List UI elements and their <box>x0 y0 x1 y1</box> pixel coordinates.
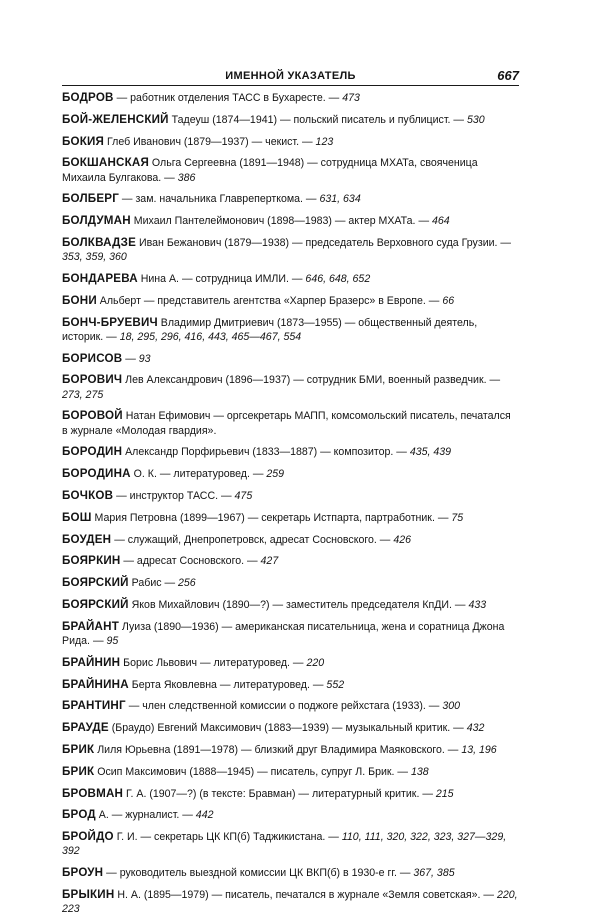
entry-description: — руководитель выездной комиссии ЦК ВКП(б) в 1930-е гг. — <box>103 867 414 880</box>
entry-surname: БОЛКВАДЗЕ <box>62 235 137 249</box>
entry-pages: 646, 648, 652 <box>305 272 371 285</box>
index-entry <box>62 511 519 525</box>
entry-description: Натан Ефимович — оргсекретарь МАПП, комсомольский писатель, печатался в журнале «Молодая гвардия». <box>62 410 511 437</box>
entry-surname: БОУДЕН <box>62 532 112 546</box>
entry-pages: 464 <box>431 215 450 228</box>
entry-description: Ольга Сергеевна (1891—1948) — сотрудница МХАТа, свояченица Михаила Булгакова. — <box>62 157 478 184</box>
entry-surname: БРАЙНИНА <box>62 677 129 691</box>
entry-surname: БРОД <box>62 808 96 822</box>
index-page <box>62 66 519 924</box>
entry-pages: 300 <box>442 700 461 713</box>
entry-description: — инструктор ТАСС. — <box>113 489 235 502</box>
entry-description: Александр Порфирьевич (1833—1887) — композитор. — <box>122 446 410 459</box>
entry-pages: 473 <box>342 92 360 104</box>
entry-description: (Браудо) Евгений Максимович (1883—1939) — музыкальный критик. — <box>108 722 467 735</box>
entry-surname: БРОУН <box>62 866 104 880</box>
entry-pages: 433 <box>468 598 487 611</box>
entry-surname: БОЛБЕРГ <box>62 192 119 206</box>
entry-description: А. — журналист. — <box>95 809 196 822</box>
index-entry <box>62 236 519 264</box>
index-entry <box>62 214 519 228</box>
entry-description: Альберт — представитель агентства «Харпер Бразерс» в Европе. — <box>96 294 443 307</box>
entry-surname: БОРИСОВ <box>62 351 123 365</box>
entry-surname: БРОЙДО <box>62 830 114 844</box>
entry-surname: БРАУДЕ <box>62 721 109 735</box>
index-entry <box>62 91 519 105</box>
entry-description: Тадеуш (1874—1941) — польский писатель и публицист. — <box>168 113 467 126</box>
entry-description: Яков Михайлович (1890—?) — заместитель председателя КпДИ. — <box>128 598 469 611</box>
index-entry <box>62 656 519 670</box>
index-entry <box>62 576 519 590</box>
index-entry <box>62 533 519 547</box>
entry-description: Глеб Иванович (1879—1937) — чекист. — <box>104 135 316 148</box>
entry-description: О. К. — литературовед. — <box>130 468 267 481</box>
index-entry <box>62 294 519 308</box>
entry-surname: БОРОДИН <box>62 445 123 459</box>
index-entry <box>62 373 519 401</box>
entry-surname: БОЯРСКИЙ <box>62 576 129 590</box>
entry-pages: 259 <box>266 468 285 481</box>
entry-description: — адресат Сосновского. — <box>120 555 261 568</box>
entry-surname: БОЛДУМАН <box>62 214 131 228</box>
page-header <box>62 66 519 88</box>
entry-description: Н. А. (1895—1979) — писатель, печатался в журнале «Земля советская». — <box>114 888 497 901</box>
index-entry <box>62 272 519 286</box>
entry-surname: БОЙ-ЖЕЛЕНСКИЙ <box>62 112 169 126</box>
index-entry <box>62 554 519 568</box>
index-entry <box>62 598 519 612</box>
entry-description: — работник отделения ТАСС в Бухаресте. — <box>113 92 343 104</box>
entry-description: Борис Львович — литературовед. — <box>120 656 307 669</box>
running-title: ИМЕННОЙ УКАЗАТЕЛЬ <box>225 70 356 82</box>
index-entry <box>62 765 519 779</box>
entry-pages: 552 <box>326 678 345 691</box>
index-entry <box>62 113 519 127</box>
index-entry <box>62 699 519 713</box>
entry-pages: 93 <box>138 352 151 365</box>
entry-surname: БРАЙНИН <box>62 655 121 669</box>
index-entry <box>62 678 519 692</box>
entry-surname: БРОВМАН <box>62 786 124 800</box>
entry-surname: БОНЧ-БРУЕВИЧ <box>62 315 158 329</box>
entry-description: Иван Бежанович (1879—1938) — председатель Верховного суда Грузии. — <box>136 236 512 249</box>
entry-pages: 215 <box>435 787 454 800</box>
index-entry <box>62 888 519 916</box>
index-entry <box>62 192 519 206</box>
entry-surname: БРИК <box>62 764 95 778</box>
entry-pages: 75 <box>451 511 464 524</box>
index-entries <box>62 91 519 916</box>
entry-description: — служащий, Днепропетровск, адресат Сосновского. — <box>111 533 394 546</box>
entry-pages: 123 <box>315 135 334 148</box>
entry-pages: 530 <box>466 113 485 126</box>
entry-surname: БОРОДИНА <box>62 467 131 481</box>
entry-surname: БОДРОВ <box>62 91 114 104</box>
entry-pages: 138 <box>410 765 429 778</box>
index-entry <box>62 787 519 801</box>
entry-description: Г. И. — секретарь ЦК КП(б) Таджикистана. — <box>113 831 342 844</box>
entry-surname: БРИК <box>62 742 95 756</box>
index-entry <box>62 743 519 757</box>
index-entry <box>62 445 519 459</box>
entry-surname: БОКШАНСКАЯ <box>62 156 149 170</box>
entry-description: Лев Александрович (1896—1937) — сотрудник БМИ, военный разведчик. — <box>122 374 501 387</box>
index-entry <box>62 316 519 344</box>
index-entry <box>62 620 519 648</box>
entry-pages: 367, 385 <box>413 867 455 880</box>
index-entry <box>62 156 519 184</box>
entry-description: Мария Петровна (1899—1967) — секретарь Истпарта, партработник. — <box>91 511 452 524</box>
entry-surname: БРАНТИНГ <box>62 699 126 713</box>
entry-description: Нина А. — сотрудница ИМЛИ. — <box>137 272 306 285</box>
index-entry <box>62 409 519 437</box>
entry-description: Михаил Пантелеймонович (1898—1983) — актер МХАТа. — <box>130 215 432 228</box>
entry-pages: 475 <box>234 489 253 502</box>
entry-surname: БОРОВОЙ <box>62 409 123 423</box>
entry-pages: 432 <box>466 722 485 735</box>
entry-pages: 427 <box>260 555 279 568</box>
entry-surname: БРАЙАНТ <box>62 619 119 633</box>
entry-pages: 95 <box>106 634 119 647</box>
index-entry <box>62 866 519 880</box>
entry-surname: БОРОВИЧ <box>62 373 123 387</box>
index-entry <box>62 830 519 858</box>
entry-description: Владимир Дмитриевич (1873—1955) — общественный деятель, историк. — <box>62 316 478 343</box>
entry-pages: 631, 634 <box>319 193 361 206</box>
entry-surname: БОНИ <box>62 293 97 307</box>
entry-description: Г. А. (1907—?) (в тексте: Бравман) — литературный критик. — <box>123 787 436 800</box>
entry-description: Луиза (1890—1936) — американская писательница, жена и соратница Джона Рида. — <box>62 620 505 647</box>
entry-pages: 110, 111, 320, 322, 323, 327—329, 392 <box>62 831 507 858</box>
entry-pages: 220, 223 <box>62 888 518 916</box>
entry-pages: 442 <box>195 809 214 822</box>
entry-surname: БОНДАРЕВА <box>62 271 138 285</box>
index-entry <box>62 467 519 481</box>
entry-description: Лиля Юрьевна (1891—1978) — близкий друг Владимира Маяковского. — <box>94 743 462 756</box>
entry-pages: 386 <box>177 171 196 184</box>
entry-pages: 426 <box>393 533 412 546</box>
entry-surname: БОЯРКИН <box>62 554 121 568</box>
entry-description: — <box>122 352 139 365</box>
index-entry <box>62 135 519 149</box>
entry-pages: 18, 295, 296, 416, 443, 465—467, 554 <box>119 330 302 343</box>
index-entry <box>62 489 519 503</box>
header-rule <box>62 85 519 86</box>
index-entry <box>62 721 519 735</box>
entry-description: Рабис — <box>128 577 179 590</box>
entry-pages: 66 <box>442 294 455 307</box>
entry-surname: БРЫКИН <box>62 887 115 901</box>
index-entry <box>62 808 519 822</box>
entry-surname: БОШ <box>62 510 92 524</box>
entry-description: Осип Максимович (1888—1945) — писатель, супруг Л. Брик. — <box>94 765 411 778</box>
entry-pages: 273, 275 <box>62 388 104 401</box>
entry-pages: 220 <box>306 656 325 669</box>
entry-surname: БОЯРСКИЙ <box>62 597 129 611</box>
entry-pages: 435, 439 <box>409 446 452 459</box>
entry-description: Берта Яковлевна — литературовед. — <box>128 678 327 691</box>
entry-pages: 13, 196 <box>461 743 497 756</box>
index-entry <box>62 352 519 366</box>
entry-pages: 353, 359, 360 <box>62 251 127 264</box>
entry-pages: 256 <box>178 577 196 590</box>
entry-description: — член следственной комиссии о поджоге рейхстага (1933). — <box>125 700 443 713</box>
entry-description: — зам. начальника Главреперткома. — <box>118 193 320 206</box>
entry-surname: БОКИЯ <box>62 134 105 148</box>
entry-surname: БОЧКОВ <box>62 488 114 502</box>
page-number: 667 <box>497 68 519 83</box>
